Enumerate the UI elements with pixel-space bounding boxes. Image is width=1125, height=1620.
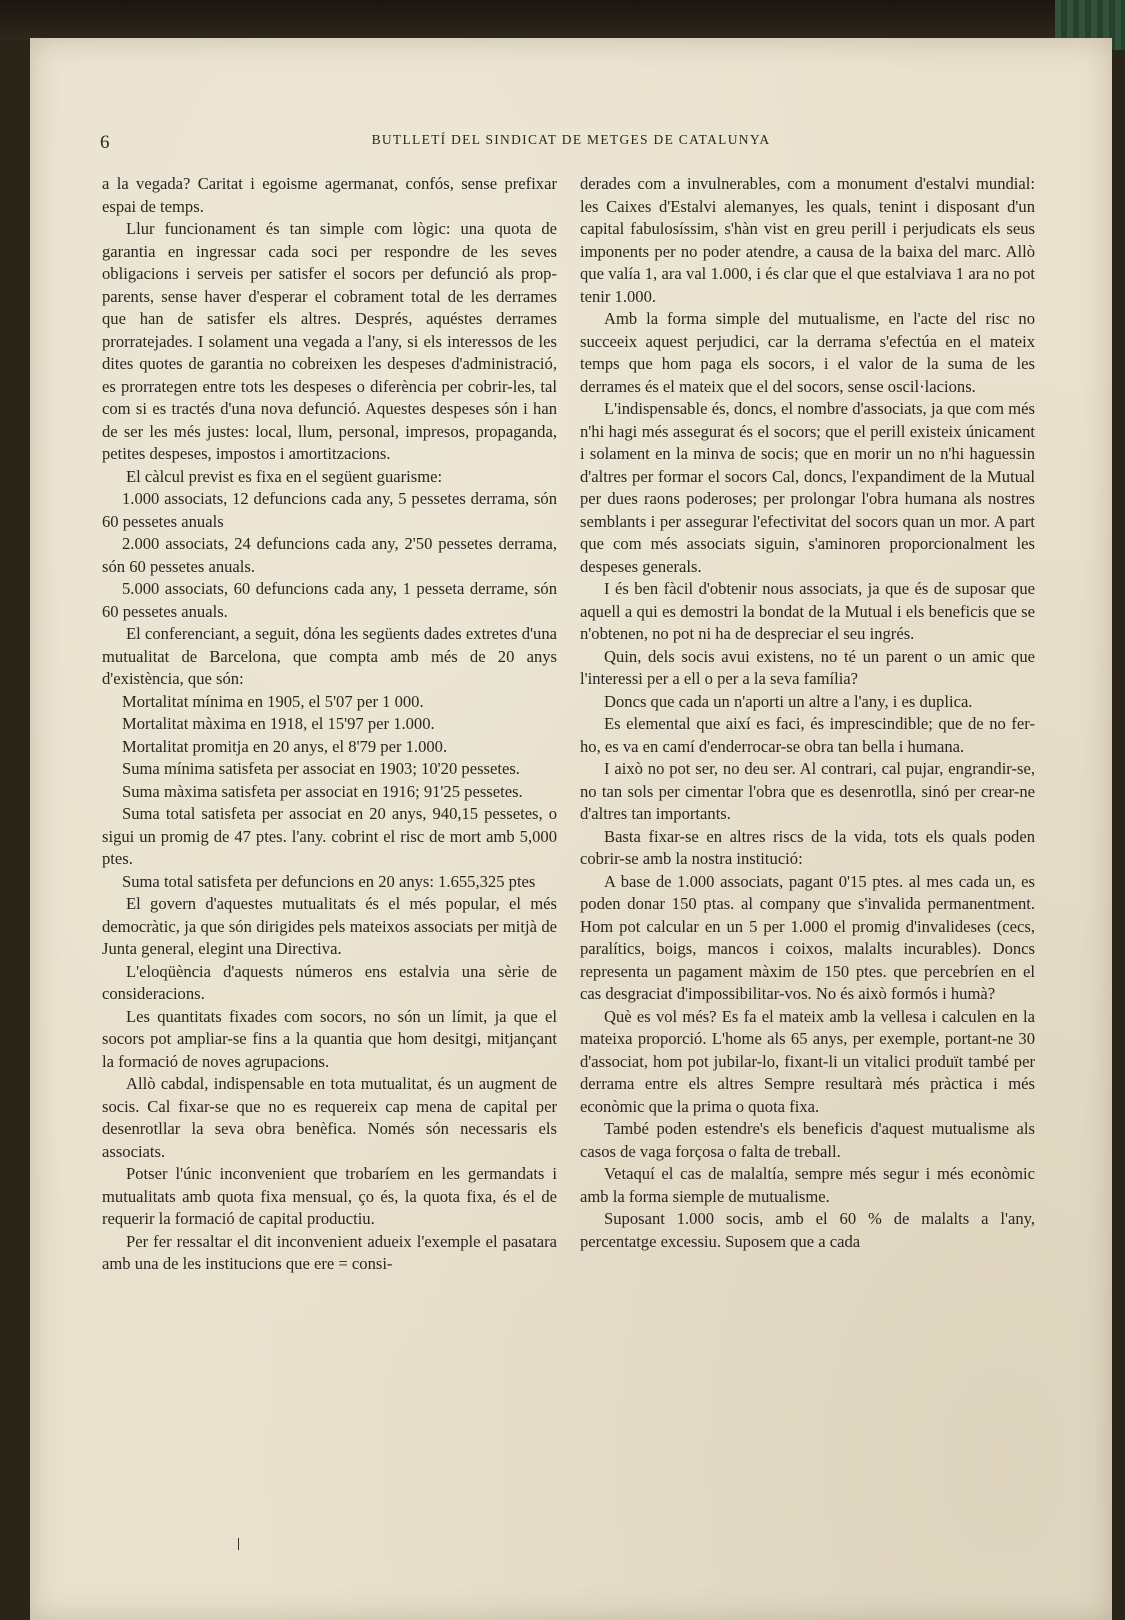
paragraph: derades com a invulnerables, com a monument d'estalvi mundial: les Caixes d'Estalvi alemanyes, les quals, tenint i disposant d'un capital fabulosíssim, s'hàn vist en greu perill i perjudicats els seus imponents per no poder atendre, a causa de la baixa del marc. Allò que valía 1, ara val 1.000, i és clar que el que estalviava 1 ara no pot tenir 1.000. — [580, 174, 1035, 306]
paragraph: Basta fixar-se en altres riscs de la vida, tots els quals poden cobrir-se amb la nostra institució: — [580, 826, 1035, 868]
paragraph: Suposant 1.000 socis, amb el 60 % de malalts a l'any, percentatge excessiu. Suposem que a cada — [580, 1209, 1035, 1251]
figure-line: Suma màxima satisfeta per associat en 1916; 91'25 pessetes. — [122, 781, 523, 801]
figure-line: Mortalitat mínima en 1905, el 5'07 per 1 000. — [122, 691, 424, 711]
paragraph: Per fer ressaltar el dit inconvenient adueix l'exemple el pasatara amb una de les institucions que ere = consi- — [102, 1231, 557, 1273]
paragraph: I això no pot ser, no deu ser. Al contrari, cal pujar, engrandir-se, no tan sols per cimentar l'obra que es desenrotlla, sinó per crear-ne d'altres tan importants. — [580, 759, 1035, 823]
paragraph: El conferenciant, a seguit, dóna les següents dades extretes d'una mutualitat de Barcelona, que compta amb més de 20 anys d'existència, que són: — [102, 624, 557, 688]
paragraph: El govern d'aquestes mutualitats és el més popular, el més democràtic, ja que són dirigides pels mateixos associats per mitjà de Junta general, elegint una Directiva. — [102, 894, 557, 958]
running-head: BUTLLETÍ DEL SINDICAT DE METGES DE CATALUNYA — [371, 132, 771, 147]
paragraph: Vetaquí el cas de malaltía, sempre més segur i més econòmic amb la forma siemple de mutualisme. — [580, 1164, 1035, 1206]
figure-line: Suma total satisfeta per associat en 20 anys, 940,15 pessetes, o sigui un promig de 47 ptes. l'any. cobrint el risc de mort amb 5,000 ptes. — [102, 804, 557, 868]
figure-line: Mortalitat promitja en 20 anys, el 8'79 per 1.000. — [122, 736, 448, 756]
page-number: 6 — [100, 132, 110, 153]
paragraph: L'eloqüència d'aquests números ens estalvia una sèrie de consideracions. — [102, 961, 557, 1003]
paragraph: També poden estendre's els beneficis d'aquest mutualisme als casos de vaga forçosa o falta de treball. — [580, 1119, 1035, 1161]
figure-line: Mortalitat màxima en 1918, el 15'97 per 1.000. — [122, 714, 435, 733]
scan-background — [0, 0, 1125, 40]
paragraph: A base de 1.000 associats, pagant 0'15 ptes. al mes cada un, es poden donar 150 ptas. al company que s'invalida permanentment. Hom pot calcular en un 5 per 1.000 el promig d'invalideses (cecs, paralítics, boigs, mancos i coixos, malalts incurables). Doncs representa un pagament màxim de 150 ptes. que percebríen en el cas desgraciat d'impossibilitar-vos. No és això formós i humà? — [580, 871, 1035, 1003]
paragraph: I és ben fàcil d'obtenir nous associats, ja que és de suposar que aquell a qui es demostri la bondat de la Mutual i els beneficis que se n'obtenen, no pot ni ha de despreciar el seu ingrés. — [580, 579, 1035, 643]
paragraph: Allò cabdal, indispensable en tota mutualitat, és un augment de socis. Cal fixar-se que no es requereix cap mena de capital per desenrotllar la seva obra benèfica. Només són necessaris els associats. — [102, 1074, 557, 1161]
left-column — [102, 173, 557, 1276]
right-column — [580, 173, 1035, 1253]
figure-line: Suma mínima satisfeta per associat en 1903; 10'20 pessetes. — [122, 759, 520, 778]
paragraph: L'indispensable és, doncs, el nombre d'associats, ja que com més n'hi hagi més assegurat és el socors; que el perill existeix únicament i solament en la minva de socis; que en morir un no n'hi haguessin d'altres per formar el socors Cal, doncs, l'expandiment de la Mutual per dues raons poderoses; per prolongar l'obra humana als nostres semblants i per assegurar l'efectivitat del socors quan un mor. A part que com més associats siguin, s'aminoren proporcionalment les despeses generals. — [580, 399, 1035, 576]
paragraph: Potser l'únic inconvenient que trobaríem en les germandats i mutualitats amb quota fixa mensual, ço és, la quota fixa, és el de requerir la formació de capital productiu. — [102, 1164, 557, 1228]
paragraph: Doncs que cada un n'aporti un altre a l'any, i es duplica. — [604, 691, 973, 711]
paragraph: a la vegada? Caritat i egoisme agermanat, confós, sense prefixar espai de temps. — [102, 174, 557, 216]
paragraph: Es elemental que així es faci, és imprescindible; que de no fer-ho, es va en camí d'enderrocar-se obra tan bella i humana. — [580, 714, 1035, 756]
paragraph: Llur funcionament és tan simple com lògic: una quota de garantia en ingressar cada soci per respondre de les seves obligacions i serveis per satisfer el socors per defunció als prop-parents, sense haver d'esperar el cobrament total de les derrames que han de satisfer els altres. Després, aquéstes derrames prorratejades. I solament una vegada a l'any, si els interessos de les dites quotes de garantia no cobreixen les despeses d'administració, es prorrategen entre tots les despeses o diferència per cobrir-les, tal com si es tractés d'una nova defunció. Aquestes despeses són i han de ser les més justes: local, llum, personal, impresos, propaganda, petites despeses, impostos i amortitzacions. — [102, 219, 557, 463]
paragraph: Quin, dels socis avui existens, no té un parent o un amic que l'interessi per a ell o per a la seva família? — [580, 646, 1035, 688]
paragraph: Les quantitats fixades com socors, no són un límit, ja que el socors pot ampliar-se fins a la quantia que hom desitgi, mitjançant la formació de noves agrupacions. — [102, 1006, 557, 1071]
paragraph: Què es vol més? Es fa el mateix amb la vellesa i calculen en la mateixa proporció. L'home als 65 anys, per exemple, portant-ne 30 d'associat, hom pot jubilar-lo, fixant-li un vitalici produït també per derrama entre els altres Sempre resultarà més pràctica i més econòmic que la prima o quota fixa. — [580, 1006, 1035, 1116]
stray-ink-mark — [238, 1538, 239, 1550]
paragraph: Amb la forma simple del mutualisme, en l'acte del risc no succeeix aquest perjudici, car la derrama s'efectúa en el mateix temps que hom paga els socors, i el valor de la suma de les derrames és el mateix que el del socors, sense oscil·lacions. — [580, 309, 1035, 396]
figure-line: 2.000 associats, 24 defuncions cada any, 2'50 pessetes derrama, són 60 pessetes anuals. — [102, 534, 557, 576]
paragraph: El càlcul previst es fixa en el següent guarisme: — [126, 466, 443, 486]
figure-line: 5.000 associats, 60 defuncions cada any, 1 pesseta derrame, són 60 pessetes anuals. — [102, 579, 557, 621]
document-page — [30, 38, 1112, 1620]
figure-line: 1.000 associats, 12 defuncions cada any, 5 pessetes derrama, són 60 pessetes anuals — [102, 489, 557, 531]
figure-line: Suma total satisfeta per defuncions en 20 anys: 1.655,325 ptes — [122, 871, 536, 891]
